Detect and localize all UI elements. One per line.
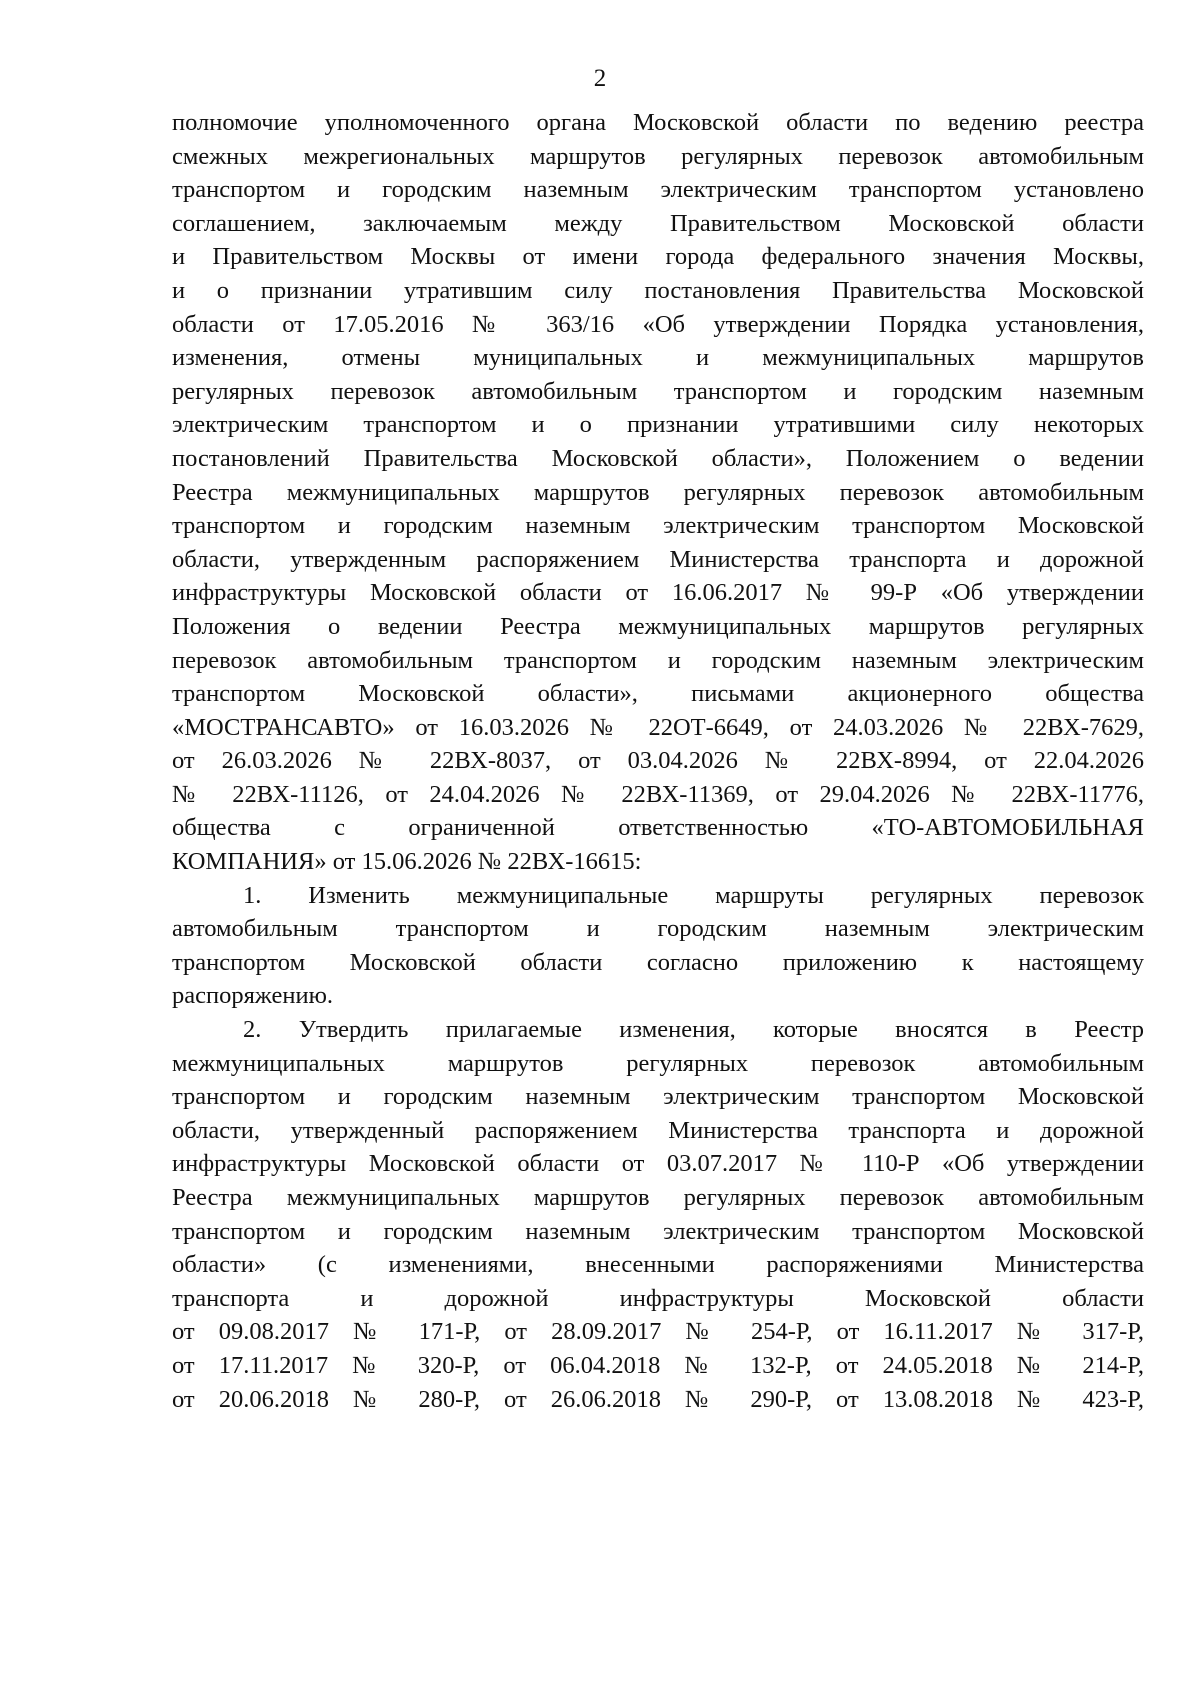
text-line: смежных межрегиональных маршрутов регулярных перевозок автомобильным	[172, 142, 1144, 170]
text-line: инфраструктуры Московской области от 03.07.2017 № 110-Р «Об утверждении	[172, 1150, 1144, 1178]
text-line: транспорта и дорожной инфраструктуры Московской области	[172, 1284, 1144, 1312]
document-body	[172, 106, 1144, 1416]
text-line: № 22ВХ-11126, от 24.04.2026 № 22ВХ-11369, от 29.04.2026 № 22ВХ-11776,	[172, 780, 1144, 808]
text-line: транспортом Московской области согласно приложению к настоящему	[172, 948, 1144, 976]
text-line: перевозок автомобильным транспортом и городским наземным электрическим	[172, 646, 1144, 674]
text-line: от 26.03.2026 № 22ВХ-8037, от 03.04.2026 № 22ВХ-8994, от 22.04.2026	[172, 747, 1144, 775]
text-line: полномочие уполномоченного органа Московской области по ведению реестра	[172, 109, 1144, 136]
text-line: транспортом и городским наземным электрическим транспортом Московской	[172, 1083, 1144, 1111]
text-line: области, утвержденным распоряжением Министерства транспорта и дорожной	[172, 545, 1144, 573]
text-line: от 09.08.2017 № 171-Р, от 28.09.2017 № 254-Р, от 16.11.2017 № 317-Р,	[172, 1318, 1144, 1346]
text-line: Реестра межмуниципальных маршрутов регулярных перевозок автомобильным	[172, 1184, 1144, 1211]
text-line: области, утвержденный распоряжением Министерства транспорта и дорожной	[172, 1116, 1144, 1144]
text-line: от 20.06.2018 № 280-Р, от 26.06.2018 № 290-Р, от 13.08.2018 № 423-Р,	[172, 1385, 1144, 1413]
text-line: 2. Утвердить прилагаемые изменения, которые вносятся в Реестр	[243, 1016, 1144, 1044]
text-line: «МОСТРАНСАВТО» от 16.03.2026 № 22ОТ-6649, от 24.03.2026 № 22ВХ-7629,	[172, 713, 1144, 741]
text-line: КОМПАНИЯ» от 15.06.2026 № 22ВХ-16615:	[172, 848, 642, 876]
text-line: области от 17.05.2016 № 363/16 «Об утверждении Порядка установления,	[172, 310, 1144, 338]
text-line: области» (с изменениями, внесенными распоряжениями Министерства	[172, 1251, 1144, 1279]
text-line: транспортом и городским наземным электрическим транспортом Московской	[172, 1217, 1144, 1245]
text-line: электрическим транспортом и о признании утратившими силу некоторых	[172, 411, 1144, 439]
text-line: транспортом и городским наземным электрическим транспортом Московской	[172, 512, 1144, 540]
text-line: и Правительством Москвы от имени города федерального значения Москвы,	[172, 243, 1144, 271]
text-line: автомобильным транспортом и городским наземным электрическим	[172, 915, 1144, 943]
text-line: Реестра межмуниципальных маршрутов регулярных перевозок автомобильным	[172, 478, 1144, 506]
text-line: изменения, отмены муниципальных и межмуниципальных маршрутов	[172, 344, 1144, 372]
text-line: 1. Изменить межмуниципальные маршруты регулярных перевозок	[243, 881, 1144, 909]
text-line: регулярных перевозок автомобильным транспортом и городским наземным	[172, 377, 1144, 405]
text-line: инфраструктуры Московской области от 16.06.2017 № 99-Р «Об утверждении	[172, 579, 1144, 607]
page-number: 2	[593, 65, 607, 92]
text-line: распоряжению.	[172, 982, 334, 1010]
text-line: соглашением, заключаемым между Правительством Московской области	[172, 209, 1144, 237]
text-line: от 17.11.2017 № 320-Р, от 06.04.2018 № 132-Р, от 24.05.2018 № 214-Р,	[172, 1351, 1144, 1379]
text-line: межмуниципальных маршрутов регулярных перевозок автомобильным	[172, 1049, 1144, 1077]
text-line: транспортом и городским наземным электрическим транспортом установлено	[172, 176, 1144, 204]
text-line: и о признании утратившим силу постановления Правительства Московской	[172, 276, 1144, 304]
text-line: постановлений Правительства Московской области», Положением о ведении	[172, 444, 1144, 472]
text-line: транспортом Московской области», письмами акционерного общества	[172, 680, 1144, 708]
text-line: Положения о ведении Реестра межмуниципальных маршрутов регулярных	[172, 612, 1144, 640]
text-line: общества с ограниченной ответственностью «ТО-АВТОМОБИЛЬНАЯ	[172, 814, 1144, 842]
